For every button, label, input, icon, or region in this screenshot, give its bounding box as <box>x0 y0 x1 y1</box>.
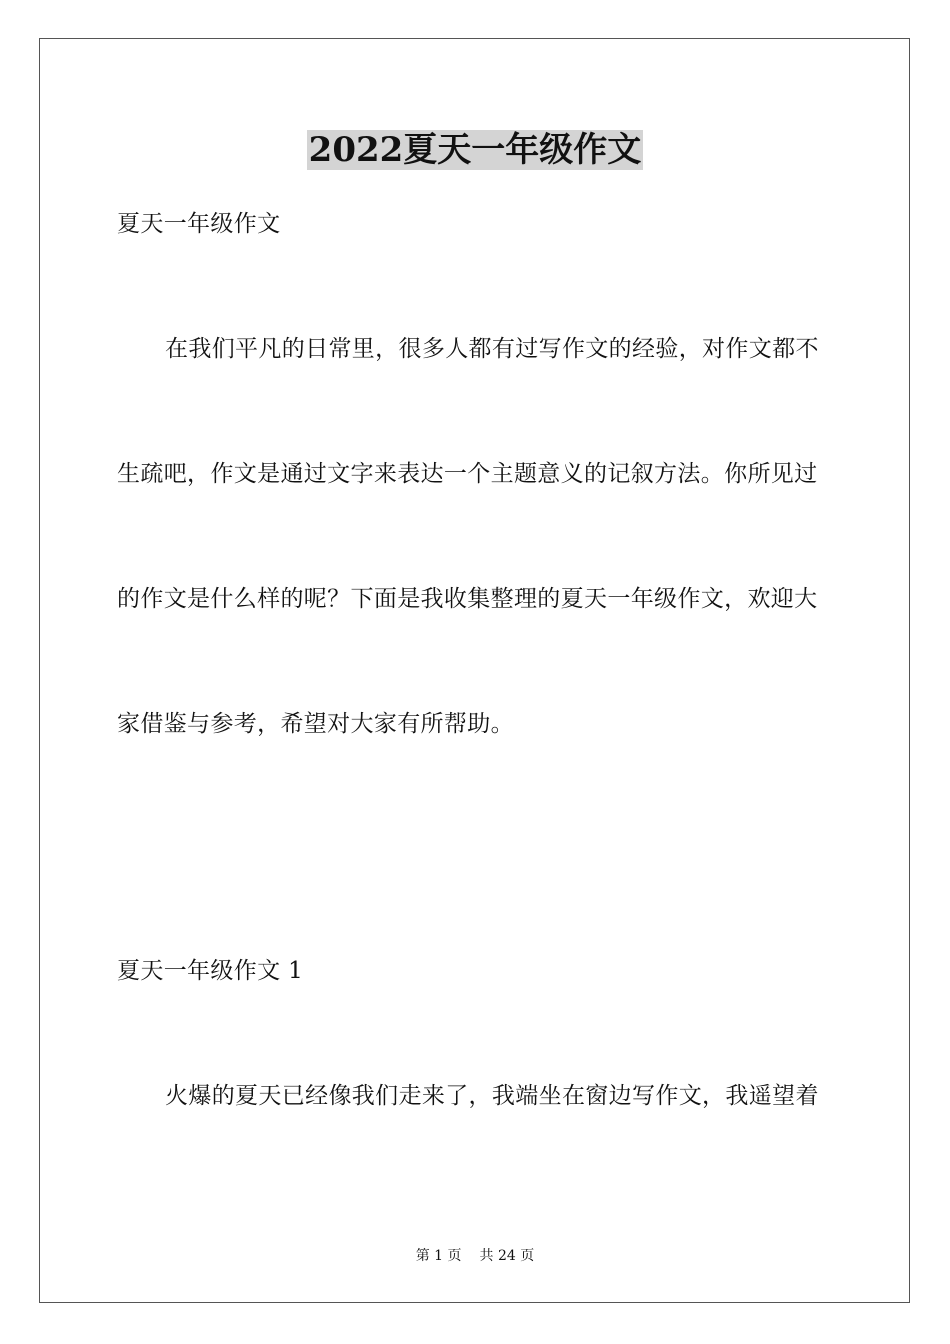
page-total: 共 24 页 <box>479 1248 535 1264</box>
intro-line-1: 在我们平凡的日常里，很多人都有过写作文的经验，对作文都不 <box>165 336 819 362</box>
page-footer <box>0 1246 950 1266</box>
intro-line-3: 的作文是什么样的呢？下面是我收集整理的夏天一年级作文，欢迎大 <box>117 586 818 612</box>
section-line-1: 火爆的夏天已经像我们走来了，我端坐在窗边写作文，我遥望着 <box>165 1083 819 1109</box>
document-subtitle: 夏天一年级作文 <box>117 211 281 237</box>
intro-line-2: 生疏吧，作文是通过文字来表达一个主题意义的记叙方法。你所见过 <box>117 461 818 487</box>
section-heading: 夏天一年级作文 1 <box>117 958 304 984</box>
document-title-text: 2022夏天一年级作文 <box>308 130 642 170</box>
document-title <box>0 126 950 174</box>
intro-line-4: 家借鉴与参考，希望对大家有所帮助。 <box>117 711 514 737</box>
page-number: 第 1 页 <box>415 1248 462 1264</box>
